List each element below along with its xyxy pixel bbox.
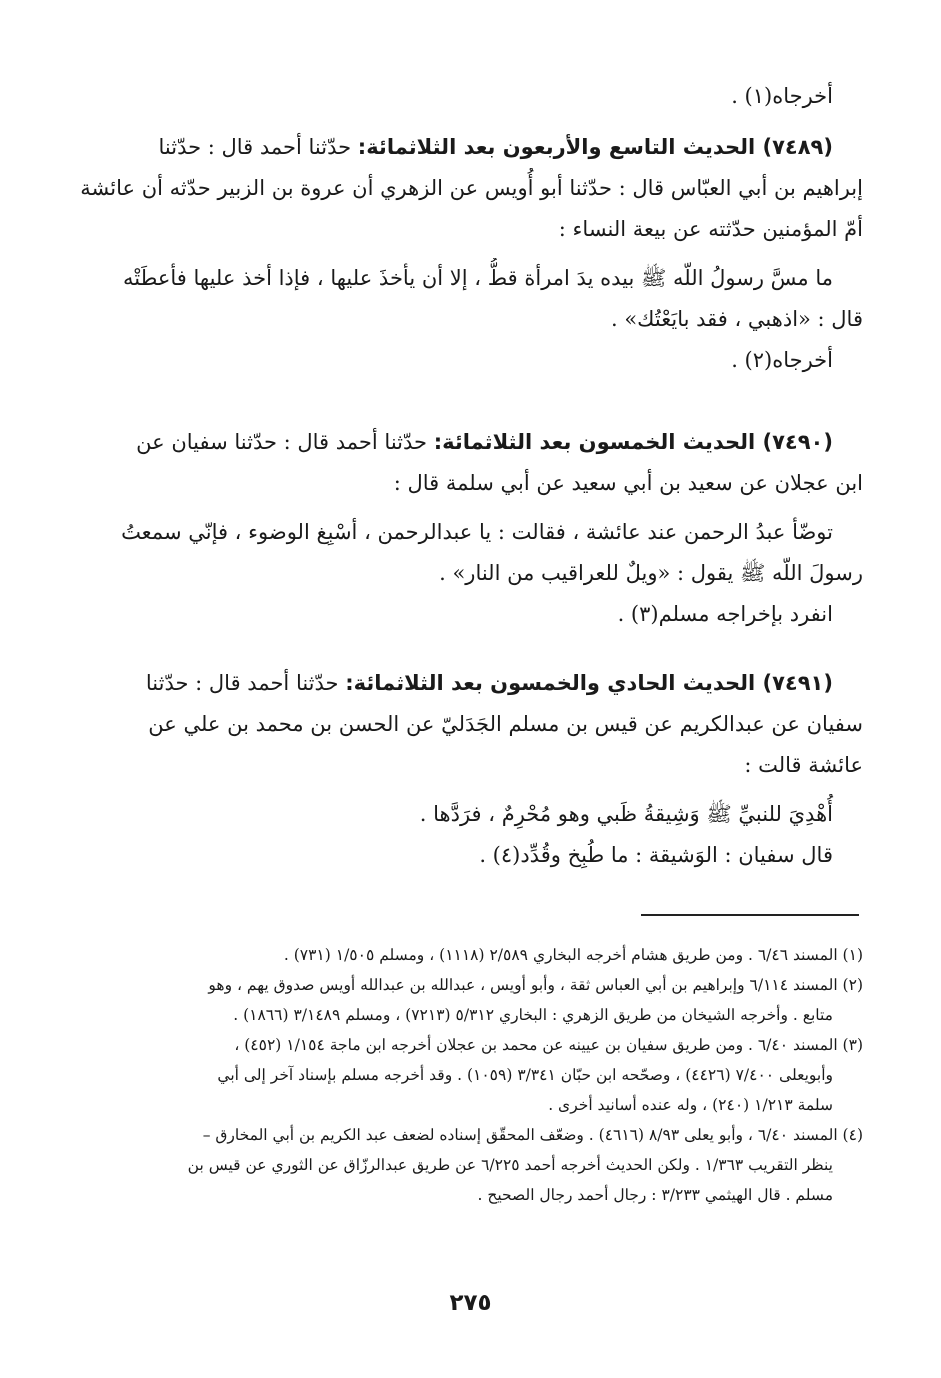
hadith-7491-heading: (٧٤٩١) الحديث الحادي والخمسون بعد الثلاثمائة:	[345, 671, 833, 695]
hadith-7491-line-1: حدّثنا أحمد قال : حدّثنا	[145, 671, 339, 695]
hadith-7491-line-5: قال سفيان : الوَشيقة : ما طُبِخ وقُدِّد(٤) .	[479, 843, 833, 867]
hadith-7491-first-line	[78, 663, 863, 704]
hadith-7490-line-5: انفرد بإخراجه مسلم(٣) .	[617, 602, 833, 626]
footnote-2-line-2: متابع . وأخرجه الشيخان من طريق الزهري : البخاري ٥/٣١٢ (٧٢١٣) ، ومسلم ٣/١٤٨٩ (١٨٦٦) .	[233, 1006, 833, 1024]
footnote-4-line-2: ينظر التقريب ١/٣٦٣ . ولكن الحديث أخرجه أحمد ٦/٢٢٥ عن طريق عبدالرزّاق عن الثوري عن قيس بن	[187, 1156, 833, 1174]
page-number: ٢٧٥	[449, 1290, 492, 1316]
hadith-7490-first-line	[78, 422, 863, 463]
hadith-7489-first-line	[78, 127, 863, 168]
footnote-3-line-2: وأبويعلى ٧/٤٠٠ (٤٤٢٦) ، وصحّحه ابن حبّان ٣/٣٤١ (١٠٥٩) . وقد أخرجه مسلم بإسناد آخر إلى أبي	[217, 1066, 833, 1084]
footnote-4-line-1: (٤) المسند ٦/٤٠ ، وأبو يعلى ٨/٩٣ (٤٦١٦) . وضعّف المحقّق إسناده لضعف عبد الكريم بن أبي المخارق –	[202, 1126, 863, 1144]
hadith-7489	[78, 127, 863, 381]
hadith-7490-heading: (٧٤٩٠) الحديث الخمسون بعد الثلاثمائة:	[433, 430, 833, 454]
hadith-7489-line-1: حدّثنا أحمد قال : حدّثنا	[158, 135, 352, 159]
hadith-7490-line-2: ابن عجلان عن سعيد بن أبي سعيد عن أبي سلمة قال :	[393, 471, 863, 495]
hadith-7489-heading: (٧٤٨٩) الحديث التاسع والأربعون بعد الثلاثمائة:	[357, 135, 833, 159]
hadith-7490	[78, 422, 863, 635]
hadith-7489-line-5: قال : «اذهبي ، فقد بايَعْتُك» .	[610, 307, 863, 331]
hadith-7490-line-3: توضّأ عبدُ الرحمن عند عائشة ، فقالت : يا عبدالرحمن ، أسْبِغ الوضوء ، فإنّي سمعتُ	[121, 520, 833, 544]
footnote-1: (١) المسند ٦/٤٦ . ومن طريق هشام أخرجه البخاري ٢/٥٨٩ (١١١٨) ، ومسلم ١/٥٠٥ (٧٣١) .	[283, 946, 863, 964]
footnotes	[78, 940, 863, 1210]
hadith-7489-line-6: أخرجاه(٢) .	[731, 348, 833, 372]
hadith-7490-line-1: حدّثنا أحمد قال : حدّثنا سفيان عن	[136, 430, 428, 454]
hadith-7489-line-3: أمّ المؤمنين حدّثته عن بيعة النساء :	[558, 217, 863, 241]
hadith-7490-line-4: رسولَ اللّه ﷺ يقول : «ويلٌ للعراقيب من النار» .	[439, 561, 863, 585]
footnote-2-line-1: (٢) المسند ٦/١١٤ وإبراهيم بن أبي العباس ثقة ، وأبو أويس ، عبدالله بن عبدالله أويس صدوق يهم ، وهو	[208, 976, 863, 994]
hadith-7489-line-4: ما مسَّ رسولُ اللّه ﷺ بيده يدَ امرأة قطُّ ، إلا أن يأخذَ عليها ، فإذا أخذ عليها فأعطَتْه	[123, 266, 833, 290]
footnote-3-line-3: سلمة ١/٢١٣ (٢٤٠) ، وله عنده أسانيد أخرى .	[548, 1096, 833, 1114]
footnote-separator	[641, 914, 859, 916]
hadith-7491	[78, 663, 863, 876]
intro-line: أخرجاه(١) .	[731, 84, 833, 108]
hadith-7489-line-2: إبراهيم بن أبي العبّاس قال : حدّثنا أبو أُويس عن الزهري أن عروة بن الزبير حدّثه أن عائشة	[80, 176, 863, 200]
hadith-7491-line-3: عائشة قالت :	[744, 753, 863, 777]
hadith-7491-line-4: أُهْدِيَ للنبيِّ ﷺ وَشِيقةُ ظَبي وهو مُحْرِمٌ ، فرَدَّها .	[419, 802, 833, 826]
intro-block	[78, 76, 863, 117]
footnote-3-line-1: (٣) المسند ٦/٤٠ . ومن طريق سفيان بن عيينه عن محمد بن عجلان أخرجه ابن ماجة ١/١٥٤ (٤٥٢) ،	[234, 1036, 863, 1054]
hadith-7491-line-2: سفيان عن عبدالكريم عن قيس بن مسلم الجَدَليّ عن الحسن بن محمد بن علي عن	[148, 712, 863, 736]
footnote-4-line-3: مسلم . قال الهيثمي ٣/٢٣٣ : رجال أحمد رجال الصحيح .	[477, 1186, 833, 1204]
